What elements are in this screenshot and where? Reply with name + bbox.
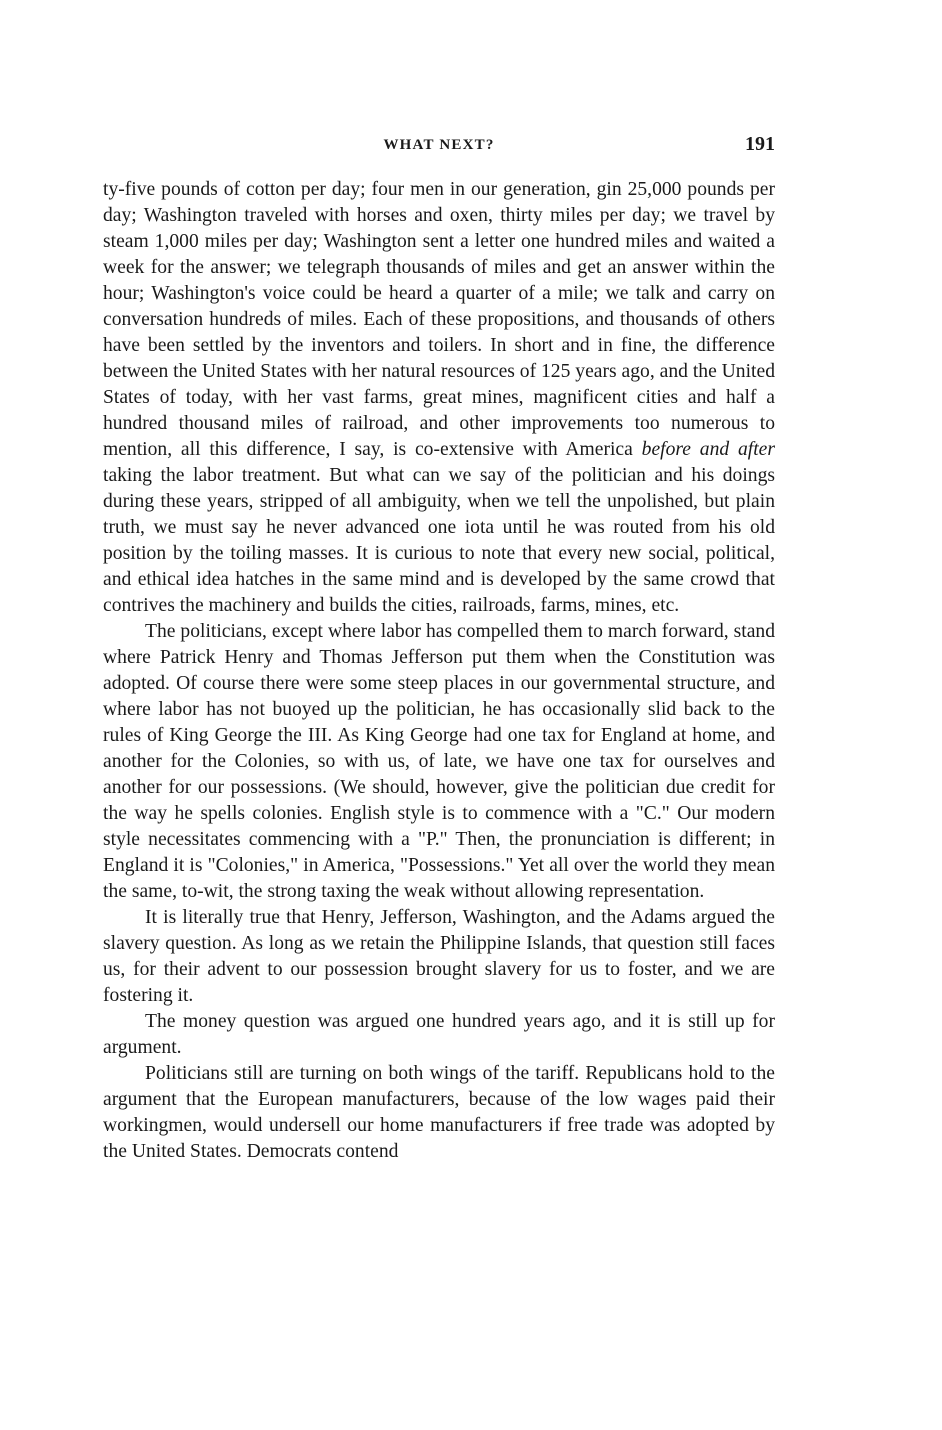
paragraph-3: It is literally true that Henry, Jefferson, Washington, and the Adams argued the slavery question. As long as we retain the Philippine Islands, that question still faces us, for their advent to our possession brought slavery for us to foster, and we are fostering it. — [103, 907, 775, 1006]
paragraph-1-text: ty-five pounds of cotton per day; four men in our generation, gin 25,000 pounds per day; Washington traveled with horses and oxen, thirty miles per day; we travel by steam 1,000 miles per day; Washington sent a letter one hundred miles and waited a week for the answer; we telegraph thousands of miles and get an answer within the hour; Washington's voice could be heard a quarter of a mile; we talk and carry on conversation hundreds of miles. Each of these propositions, and thousands of others have been settled by the inventors and toilers. In short and in fine, the difference between the United States with her natural resources of 125 years ago, and the United States of today, with her vast farms, great mines, magnificent cities and half a hundred thousand miles of railroad, and other improvements too numerous to mention, all this difference, I say, is co-extensive with America — [103, 179, 775, 460]
page-number: 191 — [745, 133, 775, 155]
paragraph-1-emphasis: before and after — [641, 439, 775, 460]
paragraph-1 — [103, 177, 775, 619]
body-text — [103, 177, 775, 1165]
paragraph-2: The politicians, except where labor has compelled them to march forward, stand where Patrick Henry and Thomas Jefferson put them when the Constitution was adopted. Of course there were some steep places in our governmental structure, and where labor has not buoyed up the politician, he has occasionally slid back to the rules of King George the III. As King George had one tax for England at home, and another for the Colonies, so with us, of late, we have one tax for ourselves and another for our possessions. (We should, however, give the politician due credit for the way he spells colonies. English style is to commence with a "C." Our modern style necessitates commencing with a "P." Then, the pronunciation is different; in England it is "Colonies," in America, "Possessions." Yet all over the world they mean the same, to-wit, the strong taxing the weak without allowing representation. — [103, 621, 775, 902]
paragraph-4: The money question was argued one hundred years ago, and it is still up for argument. — [103, 1011, 775, 1058]
paragraph-1-text-end: taking the labor treatment. But what can we say of the politician and his doings during these years, stripped of all ambiguity, when we tell the unpolished, but plain truth, we must say he never advanced one iota until he was routed from his old position by the toiling masses. It is curious to note that every new social, political, and ethical idea hatches in the same mind and is developed by the same crowd that contrives the machinery and builds the cities, railroads, farms, mines, etc. — [103, 465, 775, 616]
running-header — [103, 133, 775, 163]
running-title: WHAT NEXT? — [383, 137, 495, 153]
paragraph-5: Politicians still are turning on both wings of the tariff. Republicans hold to the argument that the European manufacturers, because of the low wages paid their workingmen, would undersell our home manufacturers if free trade was adopted by the United States. Democrats contend — [103, 1063, 775, 1162]
